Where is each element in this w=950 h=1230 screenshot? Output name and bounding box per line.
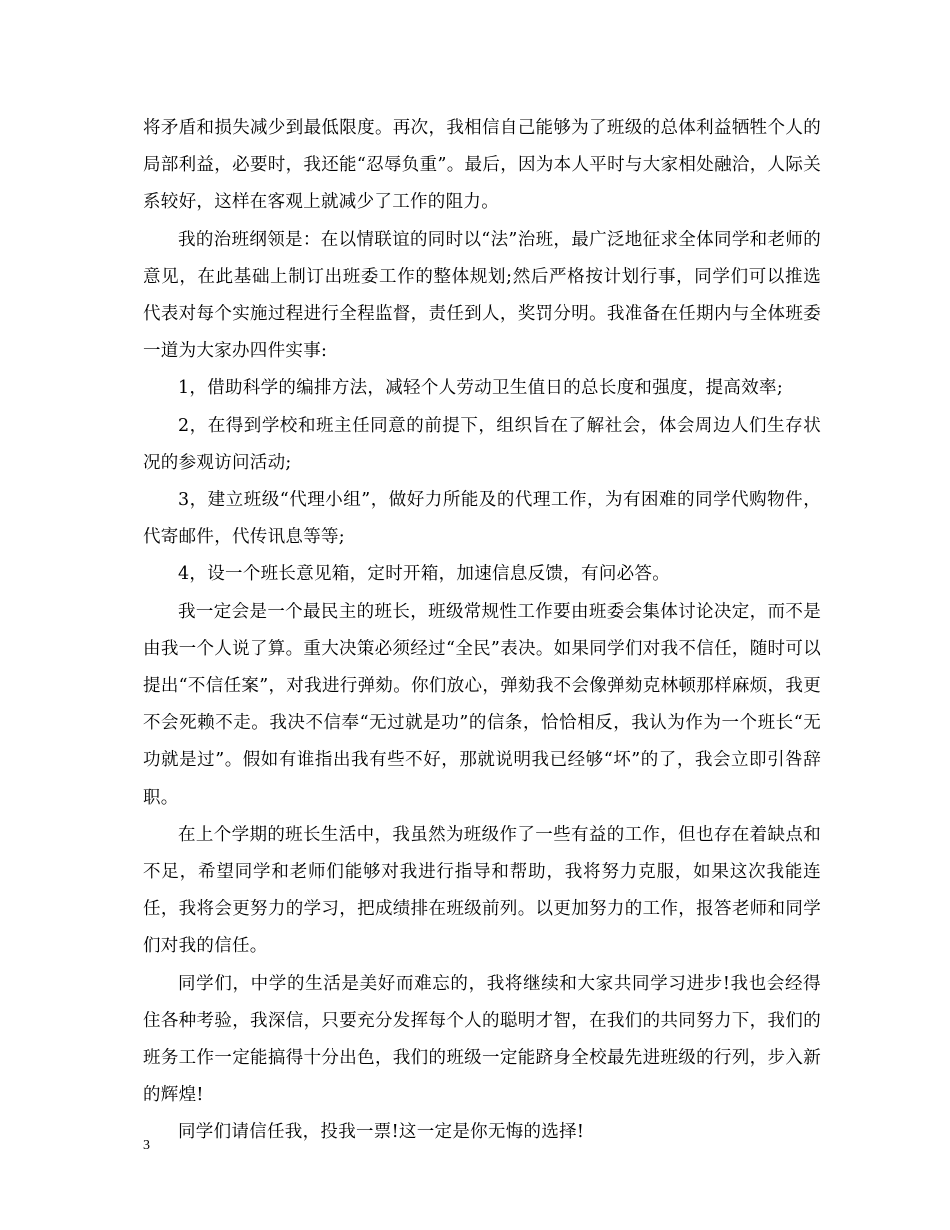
paragraph-closing: 同学们请信任我，投我一票!这一定是你无悔的选择! [178,1122,585,1143]
list-item-1: 1，借助科学的编排方法，减轻个人劳动卫生值日的总长度和强度，提高效率; [178,378,784,399]
paragraph-appeal: 同学们，中学的生活是美好而难忘的，我将继续和大家共同学习进步!我也会经得住各种考验，我深信，只要充分发挥每个人的聪明才智，在我们的共同努力下，我们的班务工作一定能搞得十分出色，我们的班级一定能跻身全校最先进班级的行列，步入新的辉煌! [143,973,821,1106]
list-item-3: 3，建立班级“代理小组”，做好力所能及的代理工作，为有困难的同学代购物件，代寄邮件，代传讯息等等; [143,490,821,548]
list-item-4: 4，设一个班长意见箱，定时开箱，加速信息反馈，有问必答。 [178,564,671,585]
paragraph-governing-principle: 我的治班纲领是：在以情联谊的同时以“法”治班，最广泛地征求全体同学和老师的意见，在此基础上制订出班委工作的整体规划;然后严格按计划行事，同学们可以推选代表对每个实施过程进行全程监督，责任到人，奖罚分明。我准备在任期内与全体班委一道为大家办四件实事: [143,229,821,362]
list-item-2: 2，在得到学校和班主任同意的前提下，组织旨在了解社会，体会周边人们生存状况的参观访问活动; [143,415,821,473]
paragraph-last-semester: 在上个学期的班长生活中，我虽然为班级作了一些有益的工作，但也存在着缺点和不足，希望同学和老师们能够对我进行指导和帮助，我将努力克服，如果这次我能连任，我将会更努力的学习，把成绩排在班级前列。以更加努力的工作，报答老师和同学们对我的信任。 [143,824,821,957]
paragraph-democratic-monitor: 我一定会是一个最民主的班长，班级常规性工作要由班委会集体讨论决定，而不是由我一个人说了算。重大决策必须经过“全民”表决。如果同学们对我不信任，随时可以提出“不信任案”，对我进行弹劾。你们放心，弹劾我不会像弹劾克林顿那样麻烦，我更不会死赖不走。我决不信奉“无过就是功”的信条，恰恰相反，我认为作为一个班长“无功就是过”。假如有谁指出我有些不好，那就说明我已经够“坏”的了，我会立即引咎辞职。 [143,601,821,808]
document-body [143,110,821,1152]
paragraph-continuation: 将矛盾和损失减少到最低限度。再次，我相信自己能够为了班级的总体利益牺牲个人的局部利益，必要时，我还能“忍辱负重”。最后，因为本人平时与大家相处融洽，人际关系较好，这样在客观上就减少了工作的阻力。 [143,118,821,213]
page-number: 3 [143,1138,150,1153]
